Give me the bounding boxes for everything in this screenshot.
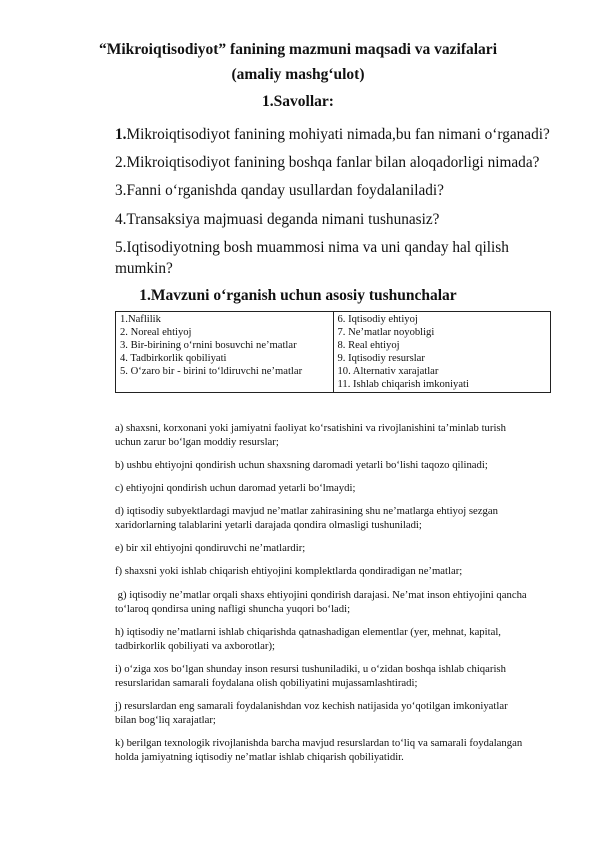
definition-line: g) iqtisodiy ne’matlar orqali shaxs ehtiyojini qondirish darajasi. Ne’mat inson ehtiyojini qancha [115, 589, 527, 601]
concept-item: 1.Naflilik [120, 314, 161, 325]
definition-g [115, 589, 555, 616]
concepts-table [115, 311, 551, 393]
definition-line: xaridorlarning talablarini yetarli darajada qondira olmasligi tushuniladi; [115, 518, 422, 531]
definition-a [115, 422, 555, 449]
definition-f [115, 565, 555, 579]
definition-line: i) o‘ziga xos bo‘lgan shunday inson resursi tushuniladiki, u o‘zidan boshqa ishlab chiqarish [115, 663, 506, 675]
question-1 [115, 124, 550, 145]
definition-line: f) shaxsni yoki ishlab chiqarish ehtiyojini komplektlarda qondiradigan ne’matlar; [115, 565, 463, 577]
definition-d [115, 505, 555, 532]
definition-h [115, 626, 555, 653]
definition-line: tadbirkorlik qobiliyati va axborotlar); [115, 639, 275, 652]
concept-item: 9. Iqtisodiy resurslar [337, 353, 425, 364]
concept-item: 5. O‘zaro bir - birini to‘ldiruvchi ne’matlar [120, 366, 303, 377]
definition-b [115, 459, 555, 473]
definition-line: j) resurslardan eng samarali foydalanishdan voz kechish natijasida yo‘qotilgan imkoniyatlar [115, 700, 508, 712]
definition-k [115, 737, 555, 764]
concept-item: 8. Real ehtiyoj [337, 340, 400, 351]
definition-line: to‘laroq qondirsa uning nafligi shuncha yuqori bo‘ladi; [115, 602, 351, 615]
document-title: “Mikroiqtisodiyot” fanining mazmuni maqsadi va vazifalari [98, 41, 497, 58]
question-4: 4.Transaksiya majmuasi deganda nimani tushunasiz? [115, 211, 440, 228]
concepts-right-column [333, 312, 551, 393]
question-1-text: Mikroiqtisodiyot fanining mohiyati nimada,bu fan nimani o‘rganadi? [126, 126, 550, 143]
concept-item: 10. Alternativ xarajatlar [337, 366, 439, 377]
question-3: 3.Fanni o‘rganishda qanday usullardan foydalaniladi? [115, 182, 444, 199]
concept-item: 3. Bir-birining o‘rnini bosuvchi ne’matlar [120, 340, 297, 351]
concept-item: 4. Tadbirkorlik qobiliyati [120, 353, 227, 364]
question-1-number: 1. [115, 126, 127, 143]
concept-item: 7. Ne’matlar noyobligi [337, 327, 435, 338]
questions-heading: 1.Savollar: [262, 93, 334, 110]
definition-line: e) bir xil ehtiyojni qondiruvchi ne’matlardir; [115, 542, 306, 554]
table-row [116, 312, 551, 393]
document-subtitle: (amaliy mashg‘ulot) [231, 66, 365, 83]
concept-item: 11. Ishlab chiqarish imkoniyati [337, 379, 469, 390]
definition-line: d) iqtisodiy subyektlardagi mavjud ne’matlar zahirasining shu ne’matlarga ehtiyoj sezgan [115, 505, 498, 517]
definition-line: holda jamiyatning iqtisodiy ne’matlar ishlab chiqarish qobiliyatidir. [115, 750, 404, 763]
definition-c [115, 482, 555, 496]
definition-line: c) ehtiyojni qondirish uchun daromad yetarli bo‘lmaydi; [115, 482, 356, 494]
concept-item: 2. Noreal ehtiyoj [120, 327, 192, 338]
concepts-heading: 1.Mavzuni o‘rganish uchun asosiy tushunchalar [139, 287, 457, 304]
question-2: 2.Mikroiqtisodiyot fanining boshqa fanlar bilan aloqadorligi nimada? [115, 154, 540, 171]
definition-e [115, 542, 555, 556]
definition-line: h) iqtisodiy ne’matlarni ishlab chiqarishda qatnashadigan elementlar (yer, mehnat, kapital, [115, 626, 501, 638]
definition-line: b) ushbu ehtiyojni qondirish uchun shaxsning daromadi yetarli bo‘lishi taqozo qilinadi; [115, 459, 488, 471]
concepts-left-column [116, 312, 334, 393]
question-5-line-1: 5.Iqtisodiyotning bosh muammosi nima va uni qanday hal qilish [115, 239, 509, 256]
definition-j [115, 700, 555, 727]
definition-line: uchun zarur bo‘lgan moddiy resurslar; [115, 435, 279, 448]
question-5-line-2: mumkin? [115, 260, 173, 277]
definition-i [115, 663, 555, 690]
definition-line: a) shaxsni, korxonani yoki jamiyatni faoliyat ko‘rsatishini va rivojlanishini ta’minlab turish [115, 422, 506, 434]
definition-line: resurslaridan samarali foydalana olish qobiliyatini mujassamlashtiradi; [115, 676, 418, 689]
concept-item: 6. Iqtisodiy ehtiyoj [337, 314, 418, 325]
definition-line: k) berilgan texnologik rivojlanishda barcha mavjud resurslardan to‘liq va samarali foydalangan [115, 737, 523, 749]
definition-line: bilan bog‘liq xarajatlar; [115, 713, 216, 726]
